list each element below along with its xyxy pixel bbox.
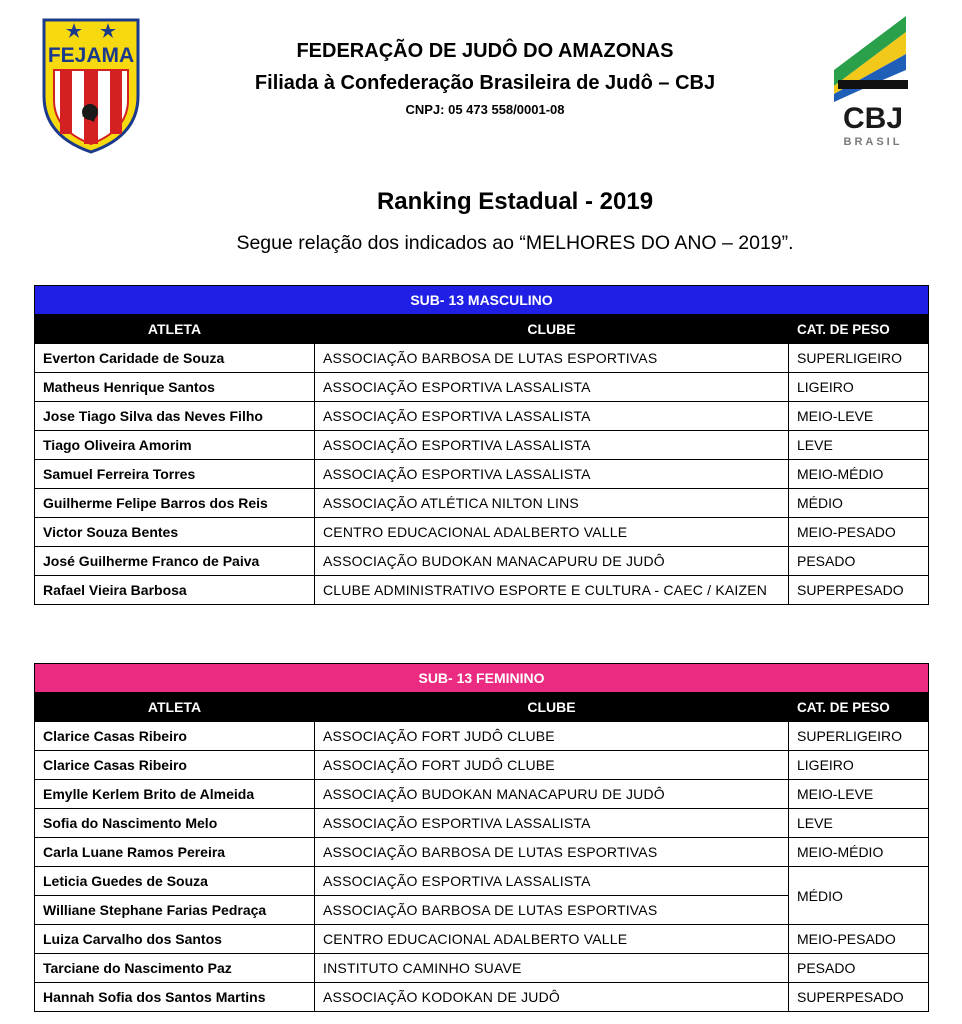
column-header-athlete: ATLETA xyxy=(35,693,315,722)
athlete-name: Emylle Kerlem Brito de Almeida xyxy=(35,780,315,809)
athlete-name: Guilherme Felipe Barros dos Reis xyxy=(35,489,315,518)
cbj-logo-subtext: BRASIL xyxy=(843,136,903,148)
club-name: ASSOCIAÇÃO ESPORTIVA LASSALISTA xyxy=(315,402,789,431)
weight-category: MEIO-MÉDIO xyxy=(789,838,929,867)
athlete-name: Hannah Sofia dos Santos Martins xyxy=(35,983,315,1012)
weight-category: SUPERLIGEIRO xyxy=(789,344,929,373)
page-subtitle: Segue relação dos indicados ao “MELHORES DO ANO – 2019”. xyxy=(236,232,794,254)
athlete-name: Clarice Casas Ribeiro xyxy=(35,722,315,751)
table-row xyxy=(35,576,929,605)
table-title-row xyxy=(35,664,929,693)
weight-category: SUPERPESADO xyxy=(789,983,929,1012)
column-header-club: CLUBE xyxy=(315,315,789,344)
athlete-name: Luiza Carvalho dos Santos xyxy=(35,925,315,954)
table-row xyxy=(35,489,929,518)
athlete-name: Rafael Vieira Barbosa xyxy=(35,576,315,605)
column-header-athlete: ATLETA xyxy=(35,315,315,344)
table-row xyxy=(35,780,929,809)
table-row xyxy=(35,344,929,373)
table-title-row xyxy=(35,286,929,315)
table-row xyxy=(35,518,929,547)
table-row xyxy=(35,402,929,431)
weight-category: MEIO-PESADO xyxy=(789,925,929,954)
table-row xyxy=(35,431,929,460)
weight-category: LIGEIRO xyxy=(789,373,929,402)
club-name: ASSOCIAÇÃO ESPORTIVA LASSALISTA xyxy=(315,431,789,460)
athlete-name: Sofia do Nascimento Melo xyxy=(35,809,315,838)
athlete-name: Jose Tiago Silva das Neves Filho xyxy=(35,402,315,431)
table-row xyxy=(35,722,929,751)
athlete-name: Tarciane do Nascimento Paz xyxy=(35,954,315,983)
page-title: Ranking Estadual - 2019 xyxy=(376,188,654,215)
column-header-category: CAT. DE PESO xyxy=(789,693,929,722)
athlete-name: Everton Caridade de Souza xyxy=(35,344,315,373)
club-name: ASSOCIAÇÃO ESPORTIVA LASSALISTA xyxy=(315,460,789,489)
club-name: ASSOCIAÇÃO ESPORTIVA LASSALISTA xyxy=(315,809,789,838)
table-row xyxy=(35,867,929,896)
athlete-name: Clarice Casas Ribeiro xyxy=(35,751,315,780)
athlete-name: Carla Luane Ramos Pereira xyxy=(35,838,315,867)
ranking-table-feminino xyxy=(34,663,929,1012)
organization-affiliation: Filiada à Confederação Brasileira de Judô – CBJ xyxy=(254,72,716,94)
table-row xyxy=(35,460,929,489)
weight-category: MEIO-MÉDIO xyxy=(789,460,929,489)
cbj-logo xyxy=(828,14,918,148)
weight-category: MÉDIO xyxy=(789,489,929,518)
table-row xyxy=(35,983,929,1012)
column-header-category: CAT. DE PESO xyxy=(789,315,929,344)
weight-category: MEIO-PESADO xyxy=(789,518,929,547)
weight-category: LEVE xyxy=(789,809,929,838)
athlete-name: Tiago Oliveira Amorim xyxy=(35,431,315,460)
athlete-name: Samuel Ferreira Torres xyxy=(35,460,315,489)
table-title: SUB- 13 FEMININO xyxy=(35,664,929,693)
table-header-row xyxy=(35,693,929,722)
athlete-name: Victor Souza Bentes xyxy=(35,518,315,547)
table-row xyxy=(35,751,929,780)
ranking-table-masculino xyxy=(34,285,929,605)
table-row xyxy=(35,373,929,402)
club-name: ASSOCIAÇÃO BUDOKAN MANACAPURU DE JUDÔ xyxy=(315,780,789,809)
column-header-club: CLUBE xyxy=(315,693,789,722)
weight-category: SUPERPESADO xyxy=(789,576,929,605)
weight-category: SUPERLIGEIRO xyxy=(789,722,929,751)
table-row xyxy=(35,925,929,954)
club-name: ASSOCIAÇÃO KODOKAN DE JUDÔ xyxy=(315,983,789,1012)
organization-name: FEDERAÇÃO DE JUDÔ DO AMAZONAS xyxy=(296,40,674,62)
fejama-logo xyxy=(38,12,144,154)
club-name: CENTRO EDUCACIONAL ADALBERTO VALLE xyxy=(315,925,789,954)
club-name: CLUBE ADMINISTRATIVO ESPORTE E CULTURA - CAEC / KAIZEN xyxy=(315,576,789,605)
club-name: ASSOCIAÇÃO ATLÉTICA NILTON LINS xyxy=(315,489,789,518)
weight-category: MEIO-LEVE xyxy=(789,780,929,809)
athlete-name: Williane Stephane Farias Pedraça xyxy=(35,896,315,925)
fejama-logo-text: FEJAMA xyxy=(47,44,135,67)
table-header-row xyxy=(35,315,929,344)
cbj-logo-text: CBJ xyxy=(842,102,904,135)
weight-category: LEVE xyxy=(789,431,929,460)
weight-category: MEIO-LEVE xyxy=(789,402,929,431)
club-name: INSTITUTO CAMINHO SUAVE xyxy=(315,954,789,983)
athlete-name: José Guilherme Franco de Paiva xyxy=(35,547,315,576)
club-name: ASSOCIAÇÃO FORT JUDÔ CLUBE xyxy=(315,722,789,751)
weight-category: PESADO xyxy=(789,954,929,983)
club-name: ASSOCIAÇÃO ESPORTIVA LASSALISTA xyxy=(315,373,789,402)
club-name: ASSOCIAÇÃO BUDOKAN MANACAPURU DE JUDÔ xyxy=(315,547,789,576)
table-row xyxy=(35,954,929,983)
athlete-name: Matheus Henrique Santos xyxy=(35,373,315,402)
table-row xyxy=(35,838,929,867)
table-row xyxy=(35,547,929,576)
club-name: ASSOCIAÇÃO BARBOSA DE LUTAS ESPORTIVAS xyxy=(315,344,789,373)
club-name: ASSOCIAÇÃO BARBOSA DE LUTAS ESPORTIVAS xyxy=(315,838,789,867)
organization-cnpj: CNPJ: 05 473 558/0001-08 xyxy=(405,102,565,117)
athlete-name: Leticia Guedes de Souza xyxy=(35,867,315,896)
club-name: ASSOCIAÇÃO ESPORTIVA LASSALISTA xyxy=(315,867,789,896)
table-title: SUB- 13 MASCULINO xyxy=(35,286,929,315)
club-name: ASSOCIAÇÃO FORT JUDÔ CLUBE xyxy=(315,751,789,780)
club-name: CENTRO EDUCACIONAL ADALBERTO VALLE xyxy=(315,518,789,547)
weight-category: PESADO xyxy=(789,547,929,576)
weight-category: LIGEIRO xyxy=(789,751,929,780)
club-name: ASSOCIAÇÃO BARBOSA DE LUTAS ESPORTIVAS xyxy=(315,896,789,925)
table-row xyxy=(35,809,929,838)
weight-category: MÉDIO xyxy=(789,867,929,925)
